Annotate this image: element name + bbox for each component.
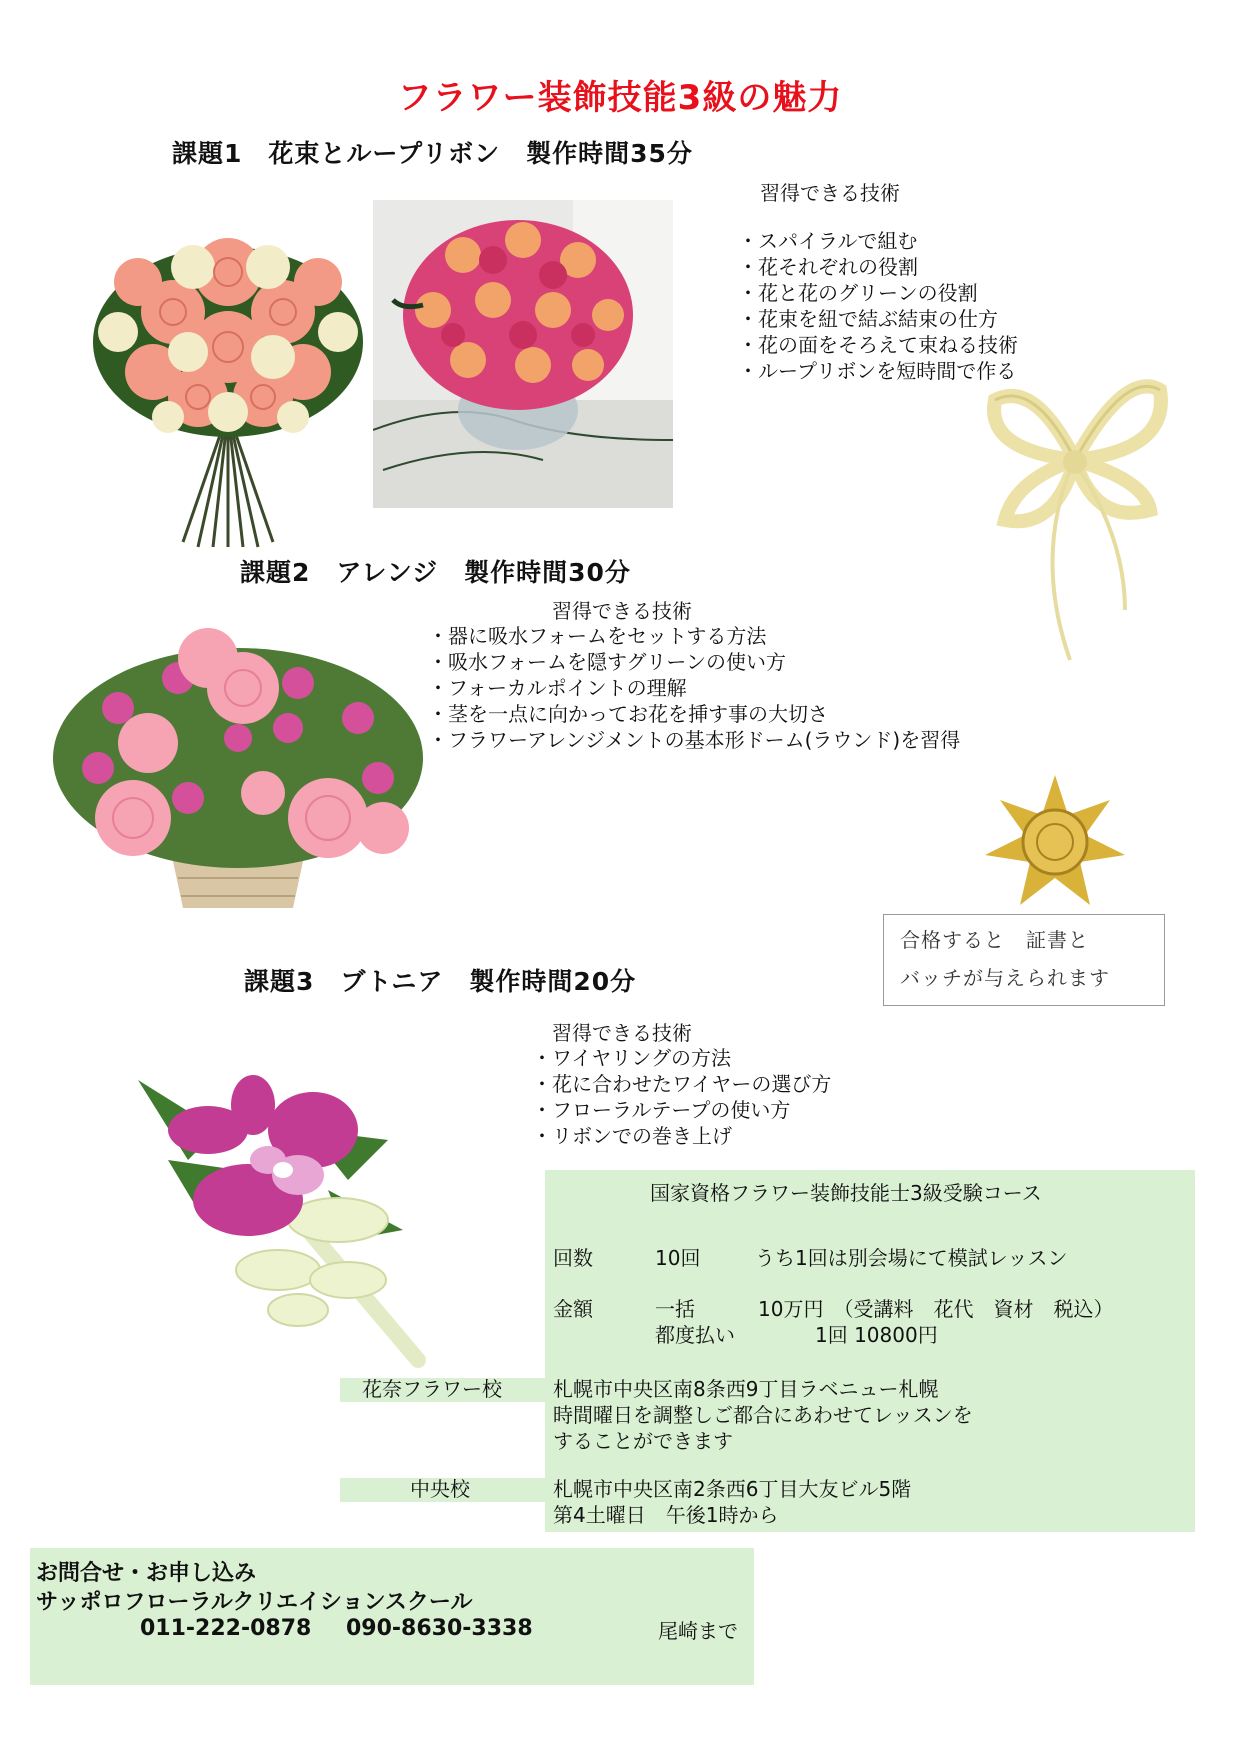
school-2-address: 札幌市中央区南2条西6丁目大友ビル5階 [553,1477,912,1501]
contact-person: 尾崎まで [658,1619,738,1643]
list-item: ・ 花それぞれの役割 [738,254,1018,280]
boutonniere-photo [128,1070,438,1375]
list-item: ・ 花束を紐で結ぶ結束の仕方 [738,306,1018,332]
contact-heading: お問合せ・お申し込み [36,1561,257,1586]
bouquet-photo [78,212,378,552]
count-note: うち1回は別会場にて模試レッスン [755,1246,1068,1270]
price-each-value: 1回 10800円 [815,1323,938,1347]
task2-skills-list [428,623,960,753]
list-item: ・ 花に合わせたワイヤーの選び方 [532,1071,831,1097]
certificate-notice [883,914,1165,1006]
school-2-name: 中央校 [410,1477,470,1501]
school-1-note: 時間曜日を調整しご都合にあわせてレッスンを [553,1403,973,1427]
task3-skills-head: 習得できる技術 [552,1021,692,1045]
school-1-note-cont: することができます [553,1429,733,1453]
price-lump-label: 一括 [655,1297,695,1321]
list-item: ・ リボンでの巻き上げ [532,1123,831,1149]
list-item: ・ フラワーアレンジメントの基本形ドーム(ラウンド)を習得 [428,727,960,753]
list-item: ・ フローラルテープの使い方 [532,1097,831,1123]
count-label: 回数 [553,1246,593,1270]
list-item: ・ ワイヤリングの方法 [532,1045,831,1071]
basket-arrangement-photo [38,618,438,918]
list-item: ・ 花と花のグリーンの役割 [738,280,1018,306]
badge-photo [980,770,1130,910]
list-item: ・ 花の面をそろえて束ねる技術 [738,332,1018,358]
notice-line-2: バッチが与えられます [900,966,1110,990]
price-lump-value: 10万円 （受講料 花代 資材 税込） [758,1297,1114,1321]
list-item: ・ 吸水フォームを隠すグリーンの使い方 [428,649,960,675]
school-1-name: 花奈フラワー校 [362,1377,502,1401]
task3-heading: 課題3 ブトニア 製作時間20分 [244,967,637,996]
school-2-schedule: 第4土曜日 午後1時から [553,1503,779,1527]
school-1-details [553,1376,973,1454]
task1-heading: 課題1 花束とループリボン 製作時間35分 [172,139,693,168]
task2-skills-head: 習得できる技術 [552,599,692,623]
contact-phone-2: 090-8630-3338 [346,1616,533,1641]
list-item: ・ フォーカルポイントの理解 [428,675,960,701]
price-label: 金額 [553,1297,593,1321]
count-value: 10回 [655,1246,701,1270]
list-item: ・ 器に吸水フォームをセットする方法 [428,623,960,649]
task1-skills-head: 習得できる技術 [760,181,900,205]
task3-skills-list [532,1045,831,1149]
school-1-address: 札幌市中央区南8条西9丁目ラベニュー札幌 [553,1377,939,1401]
notice-line-1: 合格すると 証書と [900,928,1089,952]
school-2-details [553,1476,911,1528]
task2-heading: 課題2 アレンジ 製作時間30分 [240,558,631,587]
contact-school: サッポロフローラルクリエイションスクール [36,1590,473,1615]
list-item: ・ 茎を一点に向かってお花を挿す事の大切さ [428,701,960,727]
contact-phone-1: 011-222-0878 [140,1616,312,1641]
page-title: フラワー装飾技能3級の魅力 [397,78,843,118]
course-title: 国家資格フラワー装飾技能士3級受験コース [650,1181,1042,1205]
list-item: ・ スパイラルで組む [738,228,1018,254]
loop-ribbon-photo [975,360,1175,670]
price-each-label: 都度払い [655,1323,735,1347]
carnation-vase-photo [373,200,673,508]
list-item: ・ ループリボンを短時間で作る [738,358,1018,384]
